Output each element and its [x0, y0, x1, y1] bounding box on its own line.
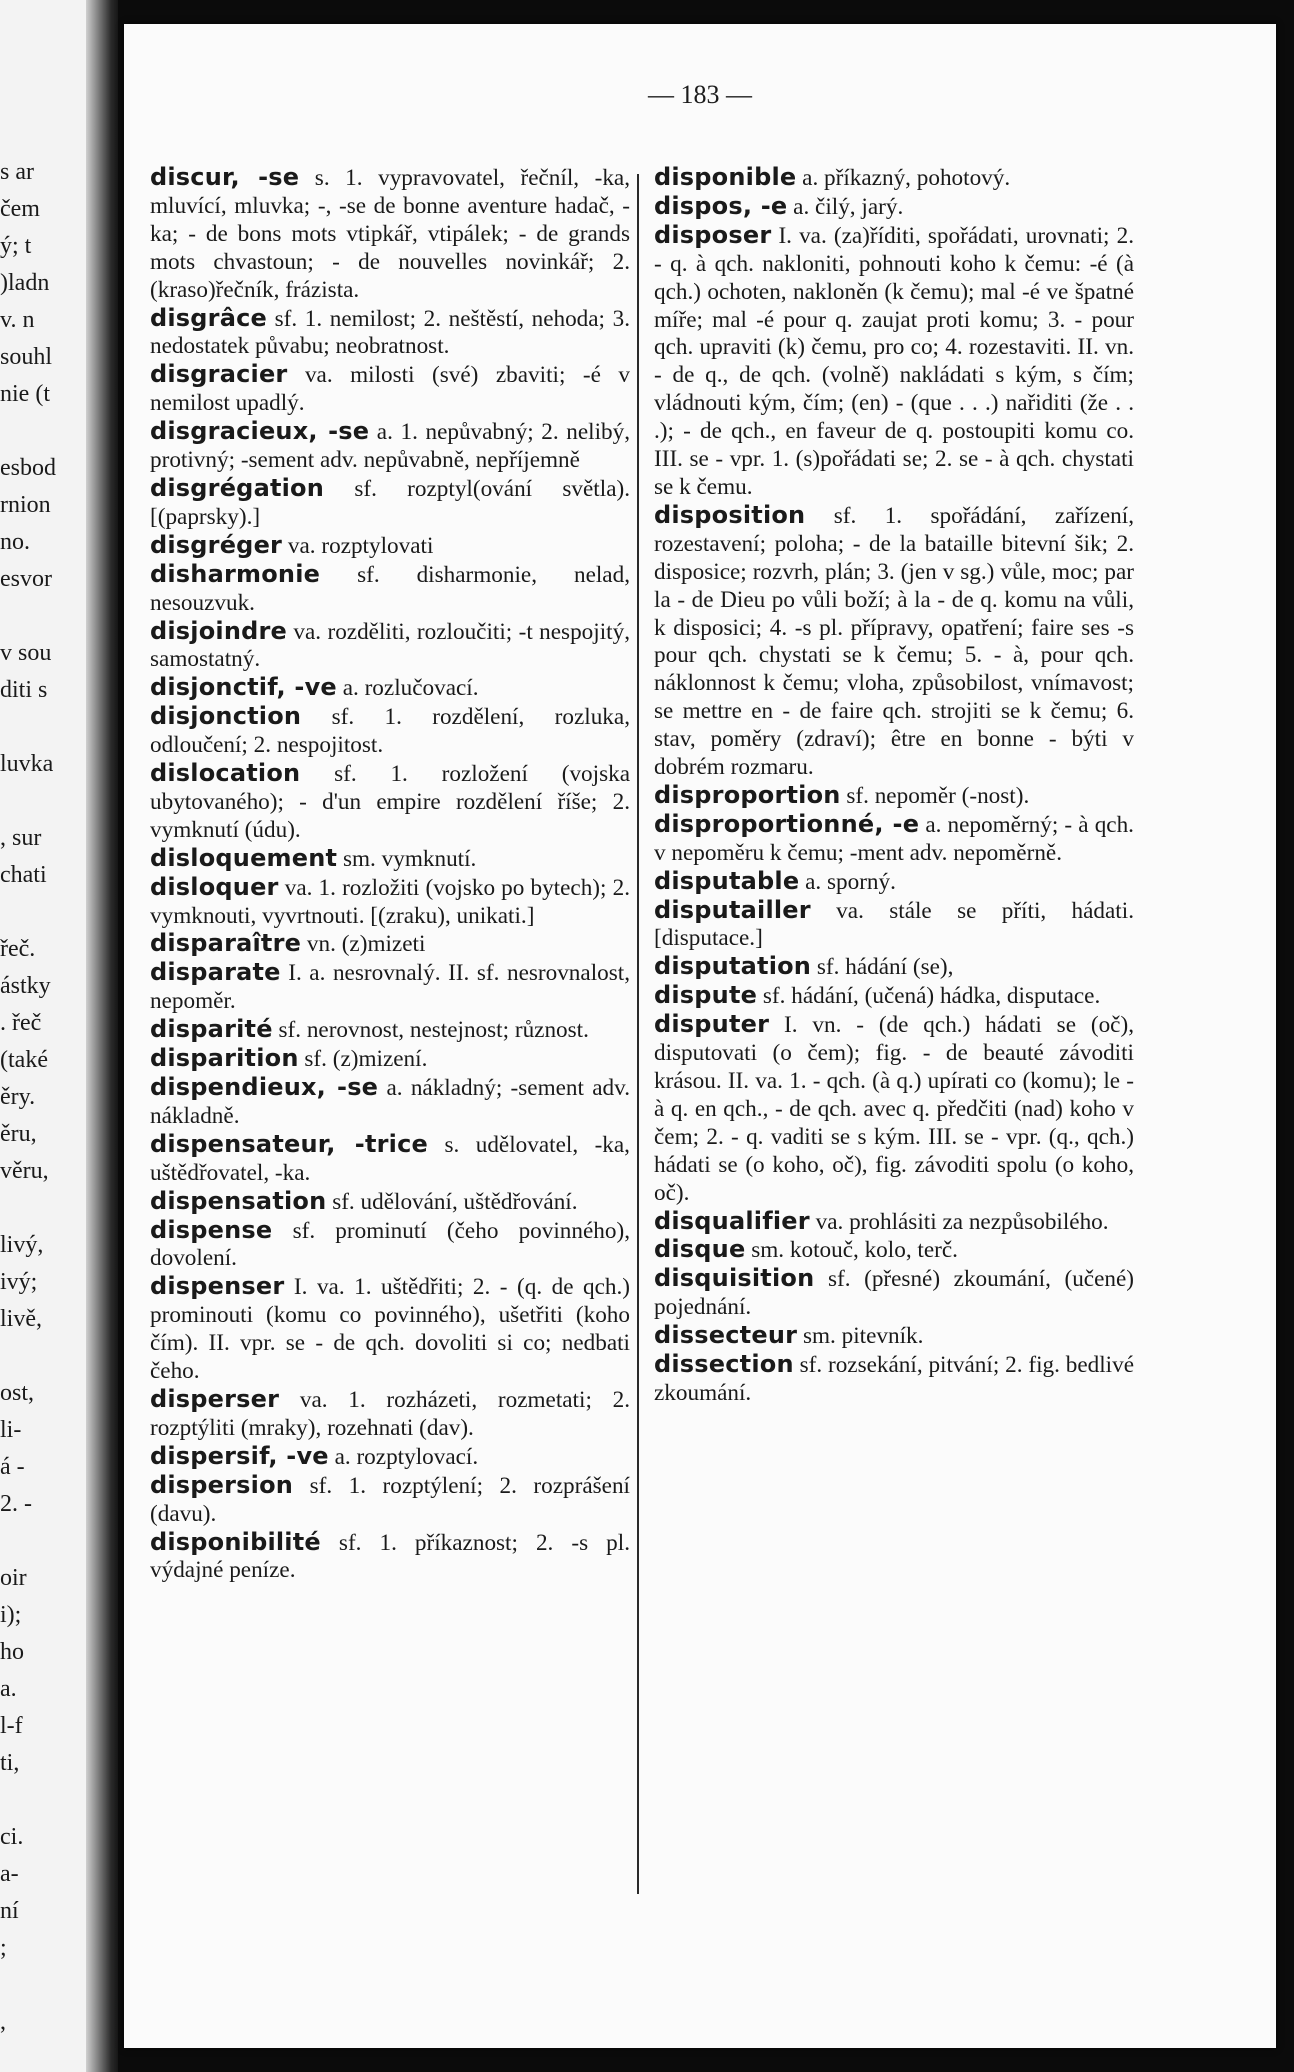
- entry-headword: disputable: [654, 866, 800, 895]
- previous-page-text-fragment: i);: [0, 1602, 22, 1628]
- entry-definition: sm. kotouč, kolo, terč.: [745, 1237, 958, 1264]
- dictionary-entry: [150, 1472, 630, 1529]
- dictionary-entry: [654, 782, 1134, 811]
- entry-headword: disputailler: [654, 895, 811, 924]
- entry-headword: disharmonie: [150, 559, 321, 588]
- dictionary-entry: [654, 1351, 1134, 1408]
- dictionary-entry: [654, 193, 1134, 222]
- dictionary-entry: [150, 1074, 630, 1131]
- dictionary-entry: [654, 897, 1134, 954]
- entry-definition: a. sporný.: [799, 868, 896, 895]
- dictionary-entry: [654, 502, 1134, 782]
- entry-definition: sf. rozptyl(ování světla). [(paprsky).]: [150, 475, 630, 530]
- dictionary-entry: [150, 1386, 630, 1443]
- dictionary-entry: [150, 930, 630, 959]
- previous-page-text-fragment: v. n: [0, 307, 35, 333]
- previous-page-text-fragment: diti s: [0, 677, 48, 703]
- previous-page-text-fragment: l-f: [0, 1713, 23, 1739]
- entry-headword: disloquement: [150, 843, 338, 872]
- dictionary-entry: [150, 532, 630, 561]
- entry-headword: disperser: [150, 1384, 280, 1413]
- entry-definition: sf. 1. rozdělení, rozluka, odloučení; 2. nespojitost.: [150, 704, 630, 759]
- entry-headword: dispenser: [150, 1272, 285, 1301]
- dictionary-entry: [150, 1131, 630, 1188]
- previous-page-text-fragment: luvka: [0, 751, 54, 777]
- previous-page-text-fragment: . řeč: [0, 1010, 42, 1036]
- entry-definition: sf. hádání, (učená) hádka, disputace.: [757, 983, 1101, 1010]
- entry-definition: sf. prominutí (čeho povinného), dovolení.: [150, 1217, 630, 1272]
- page-number: — 183 —: [648, 80, 752, 109]
- previous-page-text-fragment: á -: [0, 1454, 25, 1480]
- entry-definition: a. rozptylovací.: [328, 1443, 479, 1470]
- entry-definition: a. čilý, jarý.: [787, 193, 904, 220]
- entry-headword: disgréger: [150, 530, 283, 559]
- entry-definition: I. va. 1. uštědřiti; 2. - (q. de qch.) prominouti (komu co povinného), ušetřiti (koho čím). II. vpr. se - de qch. dovoliti si co; nedbati čeho.: [150, 1274, 630, 1385]
- dictionary-entry: [654, 1265, 1134, 1322]
- book-gutter: [86, 0, 118, 2072]
- previous-page-text-fragment: (také: [0, 1047, 48, 1073]
- entry-headword: dislocation: [150, 759, 301, 788]
- entry-headword: disproportion: [654, 780, 841, 809]
- dictionary-entry: [150, 418, 630, 475]
- entry-definition: vn. (z)mizeti: [301, 931, 426, 958]
- entry-headword: disquisition: [654, 1264, 815, 1293]
- previous-page-text-fragment: věru,: [0, 1158, 49, 1184]
- entry-headword: disgracier: [150, 360, 288, 389]
- previous-page-text-fragment: oir: [0, 1565, 27, 1591]
- entry-headword: disjoindre: [150, 616, 288, 645]
- dictionary-entry: [150, 760, 630, 845]
- column-divider: [637, 174, 639, 1894]
- dictionary-entry: [150, 561, 630, 618]
- previous-page-text-fragment: , sur: [0, 825, 42, 851]
- entry-headword: discur, -se: [150, 163, 300, 191]
- entry-definition: I. va. (za)říditi, spořádati, urovnati; 2. - q. à qch. nakloniti, pohnouti koho k čemu: -é (à qch.) ochoten, nakloněn (k čemu); mal -é ve špatné míře; mal -é pour q. zaujat proti komu; 3. - pour qch. upraviti (k) čemu, pro co; 4. rozestaviti. II. vn. - de q., de qch. (volně) nakládati s kým, s čím; vládnouti kým, čím; (en) - (que . . .) nařiditi (že . . .); - de qch., en faveur de q. postoupiti komu co. III. se - vpr. 1. (s)pořádati se; 2. se - à qch. chystati se k čemu.: [654, 222, 1134, 500]
- entry-headword: dispos, -e: [654, 191, 788, 220]
- entry-definition: a. nákladný; -sement adv. nákladně.: [150, 1075, 630, 1129]
- entry-definition: sf. (přesné) zkoumání, (učené) pojednání.: [654, 1266, 1134, 1321]
- dictionary-entry: [150, 305, 630, 362]
- entry-definition: sf. 1. rozložení (vojska ubytovaného); - d'un empire rozdělení říše; 2. vymknutí (údu).: [150, 761, 630, 843]
- previous-page-text-fragment: li-: [0, 1417, 22, 1443]
- entry-definition: va. rozděliti, rozloučiti; -t nespojitý, samostatný.: [150, 618, 630, 673]
- dictionary-page: [124, 24, 1276, 2048]
- previous-page-text-fragment: ,: [0, 2009, 6, 2035]
- previous-page-text-fragment: nie (t: [0, 381, 50, 407]
- previous-page-text-fragment: chati: [0, 862, 47, 888]
- entry-definition: sf. rozsekání, pitvání; 2. fig. bedlivé zkoumání.: [654, 1352, 1134, 1406]
- entry-headword: dispute: [654, 981, 758, 1010]
- entry-headword: disputation: [654, 952, 812, 981]
- left-column: [150, 164, 630, 1585]
- dictionary-entry: [150, 1443, 630, 1472]
- entry-definition: sf. 1. nemilost; 2. neštěstí, nehoda; 3. nedostatek půvabu; neobratnost.: [150, 305, 630, 360]
- entry-headword: disposer: [654, 220, 772, 249]
- entry-headword: disgrâce: [150, 303, 268, 332]
- dictionary-entry: [150, 703, 630, 760]
- entry-headword: disponibilité: [150, 1527, 321, 1556]
- entry-headword: disparate: [150, 958, 281, 987]
- dictionary-entry: [150, 1016, 630, 1045]
- previous-page-text-fragment: čem: [0, 196, 40, 222]
- previous-page-text-fragment: a-: [0, 1861, 19, 1887]
- dictionary-entry: [654, 222, 1134, 502]
- dictionary-entry: [654, 982, 1134, 1011]
- previous-page-text-fragment: ho: [0, 1639, 24, 1665]
- entry-definition: sf. nerovnost, nestejnost; různost.: [272, 1017, 589, 1044]
- entry-headword: disqualifier: [654, 1206, 810, 1235]
- entry-headword: disponible: [654, 163, 797, 191]
- entry-definition: sf. hádání (se),: [811, 954, 954, 981]
- dictionary-entry: [150, 674, 630, 703]
- entry-headword: disgrégation: [150, 473, 325, 502]
- previous-page-text-fragment: ástky: [0, 973, 51, 999]
- previous-page-text-fragment: )ladn: [0, 270, 50, 296]
- entry-headword: dissecteur: [654, 1321, 798, 1350]
- entry-definition: a. příkazný, pohotový.: [796, 165, 1011, 191]
- entry-headword: dispense: [150, 1215, 273, 1244]
- dictionary-entry: [654, 953, 1134, 982]
- entry-definition: sf. disharmonie, nelad, nesouzvuk.: [150, 561, 630, 616]
- dictionary-entry: [654, 1011, 1134, 1207]
- dictionary-entry: [654, 164, 1134, 193]
- entry-headword: dispensation: [150, 1186, 327, 1215]
- previous-page-text-fragment: řeč.: [0, 936, 36, 962]
- entry-definition: s. 1. vypravovatel, řečníl, -ka, mluvící, mluvka; -, -se de bonne aventure hadač, -ka; - de bons mots vtipkář, vtipálek; - de grands mots chvastoun; - de nouvelles novinkář; 2. (kraso)řečník, frázista.: [150, 165, 630, 303]
- dictionary-entry: [654, 1322, 1134, 1351]
- entry-headword: disposition: [654, 500, 806, 529]
- previous-page-text-fragment: ci.: [0, 1824, 24, 1850]
- previous-page-text-fragment: livě,: [0, 1306, 42, 1332]
- dictionary-entry: [150, 874, 630, 931]
- dictionary-entry: [150, 1529, 630, 1586]
- dictionary-entry: [150, 1188, 630, 1217]
- previous-page-text-fragment: a.: [0, 1676, 17, 1702]
- entry-headword: disjonction: [150, 702, 302, 731]
- entry-definition: sf. 1. příkaznost; 2. -s pl. výdajné peníze.: [150, 1529, 630, 1584]
- entry-headword: disjonctif, -ve: [150, 673, 337, 702]
- previous-page-text-fragment: ní: [0, 1898, 19, 1924]
- entry-headword: dispendieux, -se: [150, 1073, 379, 1101]
- dictionary-entry: [150, 361, 630, 418]
- entry-definition: a. 1. nepůvabný; 2. nelibý, protivný; -sement adv. nepůvabně, nepříjemně: [150, 419, 630, 474]
- dictionary-entry: [150, 1045, 630, 1074]
- previous-page-edge: [0, 0, 118, 2072]
- previous-page-text-fragment: esvor: [0, 566, 52, 592]
- entry-definition: I. a. nesrovnalý. II. sf. nesrovnalost, nepoměr.: [150, 960, 630, 1015]
- dictionary-entry: [654, 868, 1134, 897]
- entry-definition: va. rozptylovati: [282, 532, 434, 559]
- entry-definition: sf. nepoměr (-nost).: [840, 782, 1030, 809]
- entry-definition: va. 1. rozházeti, rozmetati; 2. rozptýliti (mraky), rozehnati (dav).: [150, 1386, 630, 1441]
- entry-headword: dispersif, -ve: [150, 1441, 329, 1470]
- entry-definition: s. udělovatel, -ka, uštědřovatel, -ka.: [150, 1131, 630, 1186]
- entry-definition: sm. pitevník.: [797, 1323, 924, 1350]
- previous-page-text-fragment: rnion: [0, 492, 51, 518]
- previous-page-text-fragment: s ar: [0, 159, 34, 185]
- entry-headword: dispensateur, -trice: [150, 1129, 428, 1158]
- previous-page-text-fragment: ivý;: [0, 1269, 38, 1295]
- dictionary-entry: [150, 618, 630, 675]
- previous-page-text-fragment: souhl: [0, 344, 53, 370]
- dictionary-entry: [150, 845, 630, 874]
- entry-headword: disparité: [150, 1015, 273, 1044]
- dictionary-entry: [150, 959, 630, 1016]
- entry-headword: disloquer: [150, 872, 279, 901]
- entry-definition: sf. 1. spořádání, zařízení, rozestavení; poloha; - de la bataille bitevní šik; 2. disposice; rozvrh, plán; 3. (jen v sg.) vůle, moc; par la - de Dieu po vůli boží; à la - de q. komu na vůli, k disposici; 4. -s pl. přípravy, opatření; faire ses -s pour qch. chystati se k čemu; 5. - à, pour qch. náklonnost k čemu; vloha, způsobilost, vnímavost; se mettre en - de faire qch. strojiti se k čemu; 6. stav, poměry (zdraví); être en bonne - býti v dobrém rozmaru.: [654, 502, 1134, 781]
- entry-headword: disparition: [150, 1044, 299, 1073]
- previous-page-text-fragment: v sou: [0, 640, 52, 666]
- previous-page-text-fragment: ;: [0, 1935, 7, 1961]
- previous-page-text-fragment: no.: [0, 529, 30, 555]
- dictionary-entry: [150, 475, 630, 532]
- entry-headword: dispersion: [150, 1470, 294, 1499]
- entry-definition: sf. (z)mizení.: [298, 1046, 428, 1073]
- entry-definition: sm. vymknutí.: [337, 845, 477, 872]
- previous-page-text-fragment: 2. -: [0, 1491, 32, 1517]
- entry-definition: a. nepoměrný; - à qch. v nepoměru k čemu; -ment adv. nepoměrně.: [654, 811, 1134, 866]
- entry-definition: va. milosti (své) zbaviti; -é v nemilost upadlý.: [150, 362, 630, 417]
- previous-page-text-fragment: ý; t: [0, 233, 32, 259]
- previous-page-text-fragment: ti,: [0, 1750, 20, 1776]
- entry-definition: va. 1. rozložiti (vojsko po bytech); 2. vymknouti, vyvrtnouti. [(zraku), unikati.]: [150, 874, 630, 929]
- entry-definition: sf. 1. rozptýlení; 2. rozprášení (davu).: [150, 1472, 630, 1527]
- entry-definition: sf. udělování, uštědřování.: [326, 1188, 578, 1215]
- previous-page-text-fragment: ěru,: [0, 1121, 37, 1147]
- right-column: [654, 164, 1134, 1408]
- entry-headword: dissection: [654, 1350, 794, 1379]
- entry-headword: disparaître: [150, 929, 302, 958]
- entry-definition: a. rozlučovací.: [336, 675, 479, 702]
- previous-page-text-fragment: ost,: [0, 1380, 35, 1406]
- entry-headword: disputer: [654, 1010, 770, 1039]
- entry-definition: I. vn. - (de qch.) hádati se (oč), disputovati (o čem); fig. - de beauté závoditi krásou. II. va. 1. - qch. (à q.) upírati co (komu); le - à q. en qch., - de qch. avec q. předčiti (nad) koho v čem; 2. - q. vaditi se s kým. III. se - vpr. (q., qch.) hádati se (o koho, oč), fig. závoditi spolu (o koho, oč).: [654, 1012, 1134, 1206]
- entry-headword: disproportionné, -e: [654, 809, 920, 838]
- dictionary-entry: [150, 1217, 630, 1274]
- entry-definition: va. stále se příti, hádati. [disputace.]: [654, 897, 1134, 952]
- dictionary-entry: [654, 1236, 1134, 1265]
- dictionary-entry: [654, 811, 1134, 868]
- dictionary-entry: [150, 1273, 630, 1386]
- previous-page-text-fragment: livý,: [0, 1232, 44, 1258]
- entry-definition: va. prohlásiti za nezpůsobilého.: [809, 1208, 1109, 1235]
- dictionary-entry: [150, 164, 630, 305]
- dictionary-entry: [654, 1208, 1134, 1237]
- previous-page-text-fragment: ěry.: [0, 1084, 36, 1110]
- entry-headword: disque: [654, 1235, 746, 1264]
- entry-headword: disgracieux, -se: [150, 417, 370, 446]
- previous-page-text-fragment: esbod: [0, 455, 56, 481]
